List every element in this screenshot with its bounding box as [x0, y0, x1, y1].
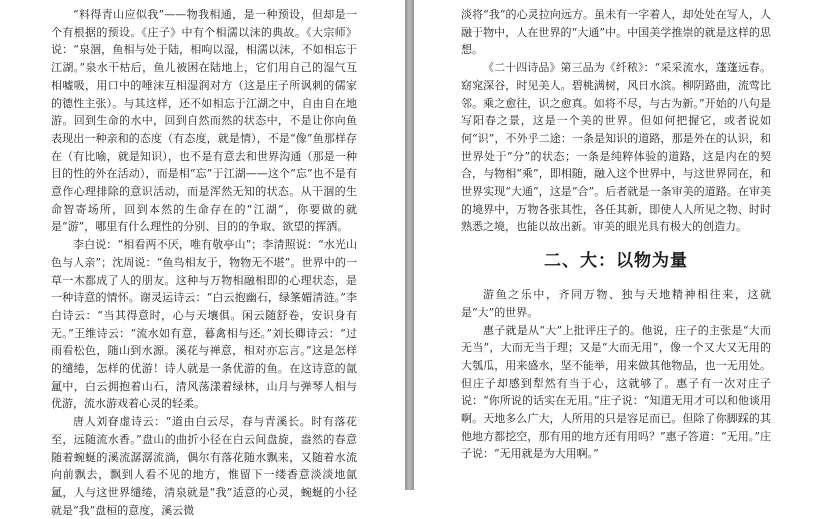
paragraph: 唐人刘眘虚诗云：“道由白云尽，春与青溪长。时有落花至，远随流水香。”盘山的曲折小径在白云间盘旋，盎然的春意随着蜿蜒的溪流潺潺流淌，偶尔有落花随水飘来，又随着水流向前飘去，飘到人看不见的地方，惟留下一缕香意淡淡地氤氲，人与这世界缱绻，清泉就是“我”适意的心灵，蜿蜒的小径就是“我”盘桓的意度，溪云微 — [51, 415, 357, 517]
right-page — [414, 0, 819, 490]
right-page-body — [461, 6, 771, 463]
section-heading: 二、大：以物为量 — [544, 251, 688, 272]
paragraph: “料得青山应似我”——物我相通，是一种预设，但却是一个有根据的预设。《庄子》中有个相濡以沫的典故。《大宗师》说：“泉涸，鱼相与处于陆，相呴以湿，相濡以沫，不如相忘于江湖。”泉水干枯后，鱼儿被困在陆地上，它们用自己的湿气互相嘘吸，用口中的唾沫互相湿润对方（这是庄子所讽刺的儒家的德性主张）。与其这样，还不如相忘于江湖之中，自由自在地游。回到生命的水中，回到自然而然的状态中，不是让你向鱼表现出一种亲和的态度（有态度，就是情），不是“像”鱼那样存在（有比喻，就是知识），也不是有意去和世界沟通（那是一种目的性的外在活动），而是相“忘”于江湖——这个“忘”也不是有意作心理排除的意识活动，而是浑然无知的状态。从干涸的生命智寄场所，回到本然的生命存在的“江湖”，你要做的就是“游”，哪里有什么理性的分别、目的的争取、欲望的挥洒。 — [51, 8, 357, 234]
page-gutter — [405, 0, 414, 490]
left-page — [0, 0, 405, 517]
paragraph: 游鱼之乐中，齐同万物、独与天地精神相往来，这就是“大”的世界。 — [461, 288, 771, 319]
paragraph: 《二十四诗品》第三品为《纤秾》：“采采流水，蓬蓬远春。窈窕深谷，时见美人。碧桃满树，风日水滨。柳阴路曲，流莺比邻。乘之愈往，识之愈真。如将不尽，与古为新。”开始的八句是写阳春之景，这是一个美的世界。但如何把握它，或者说如何“识”，不外乎二途：一条是知识的道路，那是外在的认识，和世界处于“分”的状态；一条是纯粹体验的道路，这是内在的契合，与物相“乘”，即相随，融入这个世界中，与这世界同在，和世界实现“大通”，这是“合”。后者就是一条审美的道路。在审美的境界中，万物各张其性，各任其新，即使人人所见之物、时时熟悉之境，也能以故出新。审美的眼光具有极大的创造力。 — [461, 61, 771, 234]
paragraph: 惠子就是从“大”上批评庄子的。他说，庄子的主张是“大而无当”，大而无当于理；又是“大而无用”，像一个又大又无用的大瓠瓜，用来盛水，坚不能举，用来做其他物品，也一无用处。但庄子却感到犁然有当于心，这就够了。惠子有一次对庄子说：“你所说的话实在无用。”庄子说：“知道无用才可以和他谈用啊。天地多么广大，人所用的只是容足而已。但除了你脚踩的其他地方都挖空，那有用的地方还有用吗？”惠子答道：“无用。”庄子说：“无用就是为大用啊。” — [461, 323, 771, 461]
paragraph: 李白说：“相看两不厌，唯有敬亭山”；李清照说：“水光山色与人亲”；沈周说：“鱼鸟相友于，物物无不堪”。世界中的一草一木都成了人的朋友。这种与万物相融相即的心理状态，是一种诗意的情怀。谢灵运诗云：“白云抱幽石，绿筿媚清涟。”李白诗云：“当其得意时，心与天壤俱。闲云随舒卷，安识身有无。”王维诗云：“流水如有意，暮禽相与还。”刘长卿诗云：“过雨看松色，随山到水源。溪花与禅意，相对亦忘言。”这是怎样的缱绻，怎样的优游！诗人就是一条优游的鱼。在这诗意的氤氲中，白云拥抱着山石，清风荡漾着绿林，山月与弹琴人相与优游，流水游戏着心灵的轻柔。 — [51, 238, 357, 411]
left-page-body — [51, 6, 357, 519]
paragraph-continued: 淡将“我”的心灵拉向远方。虽未有一字着人，却处处在写人，人融于物中，人在世界的“大通”中。中国美学推崇的就是这样的思想。 — [461, 8, 771, 57]
